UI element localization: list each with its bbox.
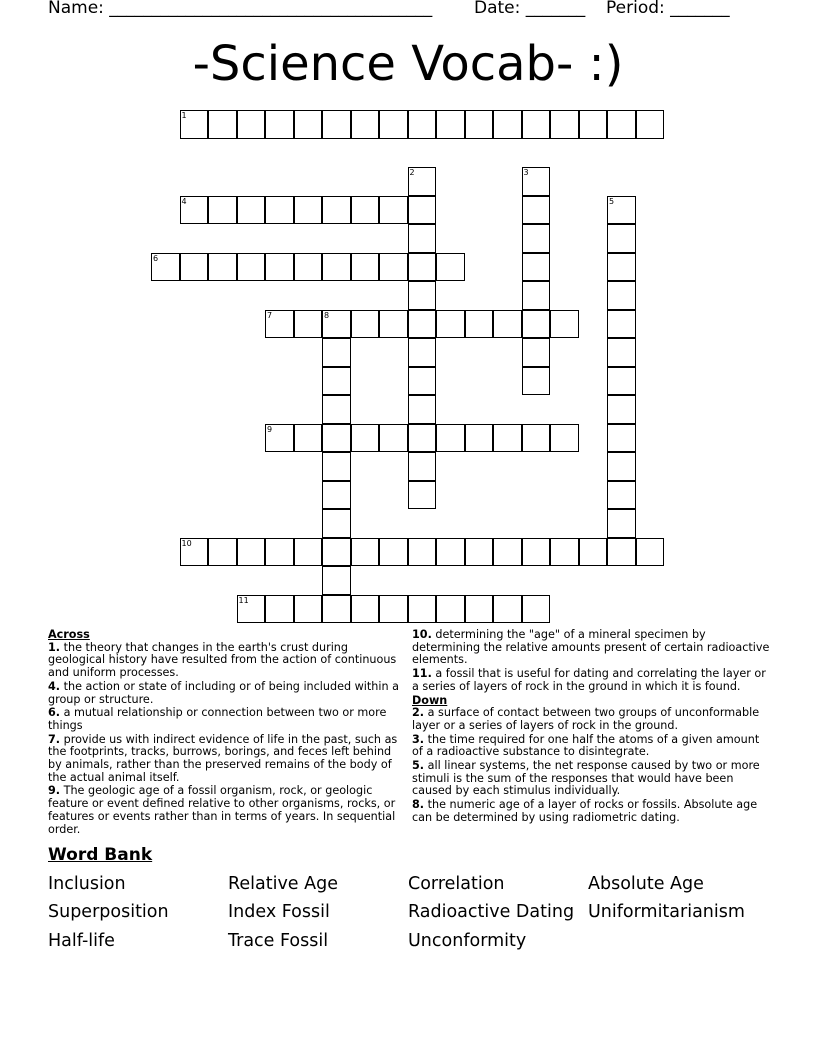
word-bank-title: Word Bank xyxy=(48,845,153,865)
crossword-cell[interactable] xyxy=(408,310,437,339)
crossword-cell[interactable] xyxy=(237,110,266,139)
word-bank-item: Uniformitarianism xyxy=(588,902,745,922)
crossword-cell[interactable] xyxy=(379,196,408,225)
crossword-cell[interactable] xyxy=(265,595,294,624)
clue-down-8: 8. the numeric age of a layer of rocks or fossils. Absolute age can be determined by using radiometric dating. xyxy=(412,798,758,824)
crossword-cell[interactable] xyxy=(636,538,665,567)
crossword-cell[interactable] xyxy=(408,395,437,424)
crossword-cell[interactable] xyxy=(408,481,437,510)
crossword-cell[interactable] xyxy=(351,110,380,139)
crossword-cell[interactable] xyxy=(408,281,437,310)
crossword-cell[interactable] xyxy=(408,424,437,453)
crossword-cell[interactable] xyxy=(351,310,380,339)
clue-number-label: 8 xyxy=(324,310,330,320)
crossword-cell[interactable] xyxy=(493,424,522,453)
crossword-cell[interactable] xyxy=(322,110,351,139)
clue-down-5: 5. all linear systems, the net response caused by two or more stimuli is the sum of the responses that would have been caused by each stimulus individually. xyxy=(412,759,760,798)
crossword-cell[interactable] xyxy=(265,110,294,139)
crossword-cell[interactable] xyxy=(322,253,351,282)
crossword-cell[interactable] xyxy=(607,253,636,282)
crossword-cell[interactable] xyxy=(379,424,408,453)
crossword-cell[interactable] xyxy=(322,566,351,595)
word-bank-item: Superposition xyxy=(48,902,169,922)
word-bank-item: Unconformity xyxy=(408,931,527,951)
crossword-cell[interactable] xyxy=(465,310,494,339)
crossword-cell[interactable] xyxy=(294,196,323,225)
crossword-cell[interactable] xyxy=(607,509,636,538)
clue-across-1: 1. the theory that changes in the earth's crust during geological history have resulted from the action of continuous and uniform processes. xyxy=(48,640,397,680)
crossword-cell[interactable] xyxy=(607,424,636,453)
word-bank-item: Radioactive Dating xyxy=(408,902,575,922)
clue-across-4: 4. the action or state of including or of being included within a group or structure. xyxy=(48,679,399,706)
crossword-cell[interactable] xyxy=(408,224,437,253)
clue-number-label: 7 xyxy=(267,310,273,320)
crossword-cell[interactable] xyxy=(294,253,323,282)
crossword-cell[interactable] xyxy=(237,538,266,567)
crossword-cell[interactable] xyxy=(322,481,351,510)
crossword-cell[interactable] xyxy=(465,424,494,453)
crossword-cell[interactable] xyxy=(208,253,237,282)
crossword-cell[interactable] xyxy=(408,595,437,624)
clues-column-right xyxy=(412,629,772,826)
page-title: -Science Vocab- :) xyxy=(192,36,624,92)
crossword-cell[interactable] xyxy=(607,310,636,339)
crossword-cell[interactable] xyxy=(294,595,323,624)
crossword-cell[interactable] xyxy=(522,310,551,339)
clue-across-11: 11. a fossil that is useful for dating and correlating the layer or a series of layers of rock in the ground in which it is found. xyxy=(412,667,766,693)
crossword-cell[interactable] xyxy=(607,538,636,567)
crossword-cell[interactable] xyxy=(436,595,465,624)
crossword-cell[interactable] xyxy=(322,538,351,567)
crossword-cell[interactable] xyxy=(493,110,522,139)
clue-number-label: 3 xyxy=(523,168,529,177)
crossword-cell[interactable] xyxy=(294,110,323,139)
crossword-cell[interactable] xyxy=(493,538,522,567)
crossword-cell[interactable] xyxy=(322,196,351,225)
word-bank-item: Trace Fossil xyxy=(228,931,329,951)
clue-across-10: 10. determining the "age" of a mineral specimen by determining the relative amounts present of certain radioactive elements. xyxy=(412,628,770,667)
crossword-cell[interactable] xyxy=(408,253,437,282)
crossword-cell[interactable] xyxy=(493,310,522,339)
word-bank-item: Correlation xyxy=(408,874,505,894)
period-field[interactable]: Period: _______ xyxy=(606,0,730,18)
word-bank-item: Inclusion xyxy=(48,874,126,894)
crossword-cell[interactable] xyxy=(408,367,437,396)
clue-across-9: 9. The geologic age of a fossil organism, rock, or geologic feature or event defined relative to other organisms, rocks, or features or events rather than in terms of years. In sequential order. xyxy=(48,784,396,836)
crossword-cell[interactable] xyxy=(522,224,551,253)
crossword-cell[interactable] xyxy=(436,253,465,282)
crossword-cell[interactable] xyxy=(550,538,579,567)
crossword-cell[interactable] xyxy=(237,196,266,225)
crossword-cell[interactable] xyxy=(408,452,437,481)
crossword-cell[interactable] xyxy=(322,338,351,367)
crossword-cell[interactable] xyxy=(436,310,465,339)
crossword-cell[interactable] xyxy=(550,424,579,453)
word-bank-item: Half-life xyxy=(48,931,115,951)
crossword-cell[interactable] xyxy=(465,538,494,567)
down-heading: Down xyxy=(412,693,448,707)
clue-number-label: 2 xyxy=(409,168,415,177)
crossword-cell[interactable] xyxy=(550,310,579,339)
crossword-cell[interactable] xyxy=(465,595,494,624)
crossword-cell[interactable] xyxy=(351,538,380,567)
clue-across-7: 7. provide us with indirect evidence of life in the past, such as the footprints, tracks, burrows, borings, and feces left behind by animals, rather than the preserved remains of the body of the actual animal itself. xyxy=(48,732,398,784)
crossword-cell[interactable] xyxy=(379,253,408,282)
clue-number-label: 4 xyxy=(181,196,187,206)
crossword-cell[interactable] xyxy=(607,481,636,510)
clue-number-label: 11 xyxy=(238,595,249,605)
crossword-cell[interactable] xyxy=(408,110,437,139)
crossword-cell[interactable] xyxy=(607,367,636,396)
crossword-cell[interactable] xyxy=(522,424,551,453)
crossword-cell[interactable] xyxy=(522,110,551,139)
crossword-cell[interactable] xyxy=(522,595,551,624)
date-field[interactable]: Date: _______ xyxy=(474,0,586,18)
crossword-cell[interactable] xyxy=(351,595,380,624)
crossword-cell[interactable] xyxy=(607,224,636,253)
clue-down-3: 3. the time required for one half the atoms of a given amount of a radioactive substance to disintegrate. xyxy=(412,732,760,759)
crossword-cell[interactable] xyxy=(265,253,294,282)
clue-number-label: 10 xyxy=(181,538,192,548)
crossword-cell[interactable] xyxy=(607,338,636,367)
clue-number-label: 5 xyxy=(609,196,615,206)
crossword-cell[interactable] xyxy=(294,310,323,339)
crossword-cell[interactable] xyxy=(322,367,351,396)
crossword-cell[interactable] xyxy=(322,395,351,424)
crossword-cell[interactable] xyxy=(465,110,494,139)
crossword-cell[interactable] xyxy=(351,196,380,225)
crossword-cell[interactable] xyxy=(265,538,294,567)
crossword-cell[interactable] xyxy=(522,281,551,310)
crossword-cell[interactable] xyxy=(522,367,551,396)
crossword-cell[interactable] xyxy=(636,110,665,139)
crossword-cell[interactable] xyxy=(322,452,351,481)
crossword-cell[interactable] xyxy=(607,110,636,139)
crossword-cell[interactable] xyxy=(408,338,437,367)
name-field[interactable]: Name: ______________________________________ xyxy=(48,0,433,18)
crossword-cell[interactable] xyxy=(351,253,380,282)
crossword-cell[interactable] xyxy=(408,196,437,225)
crossword-cell[interactable] xyxy=(522,196,551,225)
crossword-cell[interactable] xyxy=(379,538,408,567)
crossword-cell[interactable] xyxy=(180,253,209,282)
clue-number-label: 6 xyxy=(153,253,159,263)
crossword-cell[interactable] xyxy=(208,538,237,567)
crossword-cell[interactable] xyxy=(322,509,351,538)
crossword-cell[interactable] xyxy=(351,424,380,453)
crossword-cell[interactable] xyxy=(237,253,266,282)
crossword-cell[interactable] xyxy=(607,395,636,424)
crossword-cell[interactable] xyxy=(522,538,551,567)
clue-across-6: 6. a mutual relationship or connection between two or more things xyxy=(48,706,387,732)
crossword-cell[interactable] xyxy=(436,538,465,567)
crossword-cell[interactable] xyxy=(294,424,323,453)
crossword-cell[interactable] xyxy=(322,424,351,453)
crossword-cell[interactable] xyxy=(208,110,237,139)
word-bank-item: Index Fossil xyxy=(228,902,330,922)
crossword-cell[interactable] xyxy=(379,110,408,139)
crossword-cell[interactable] xyxy=(493,595,522,624)
word-bank-item: Absolute Age xyxy=(588,874,704,894)
crossword-cell[interactable] xyxy=(550,110,579,139)
crossword-cell[interactable] xyxy=(322,595,351,624)
crossword-cell[interactable] xyxy=(522,253,551,282)
crossword-cell[interactable] xyxy=(294,538,323,567)
crossword-cell[interactable] xyxy=(522,338,551,367)
crossword-cell[interactable] xyxy=(436,424,465,453)
crossword-cell[interactable] xyxy=(208,196,237,225)
crossword-cell[interactable] xyxy=(265,196,294,225)
crossword-cell[interactable] xyxy=(379,595,408,624)
word-bank-item: Relative Age xyxy=(228,874,338,894)
crossword-cell[interactable] xyxy=(408,538,437,567)
clue-number-label: 1 xyxy=(181,111,187,120)
crossword-cell[interactable] xyxy=(579,538,608,567)
crossword-cell[interactable] xyxy=(436,110,465,139)
clue-number-label: 9 xyxy=(267,424,273,434)
crossword-cell[interactable] xyxy=(379,310,408,339)
across-heading: Across xyxy=(48,628,90,641)
crossword-cell[interactable] xyxy=(607,281,636,310)
clues-column-left xyxy=(48,629,408,837)
crossword-cell[interactable] xyxy=(579,110,608,139)
crossword-cell[interactable] xyxy=(607,452,636,481)
clue-down-2: 2. a surface of contact between two groups of unconformable layer or a series of layers of rock in the ground. xyxy=(412,706,760,732)
